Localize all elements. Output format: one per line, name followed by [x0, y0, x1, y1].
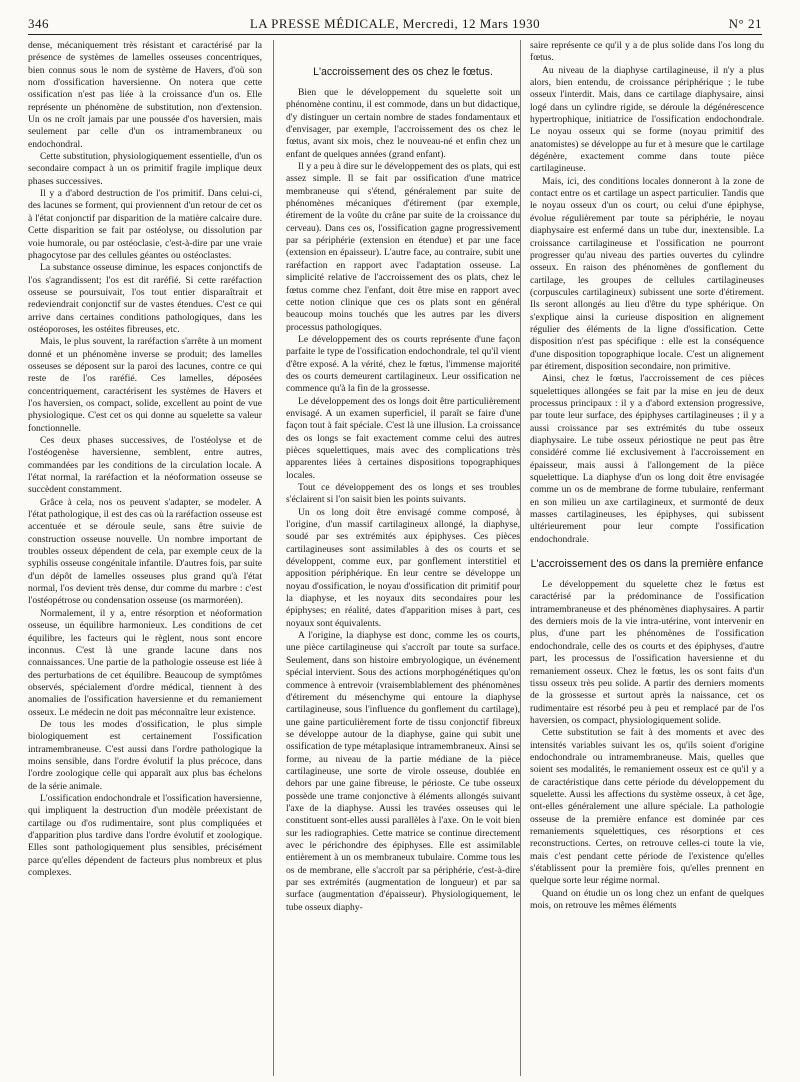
paragraph: De tous les modes d'ossification, le plus simple biologiquement est certainement l'ossification intramembraneuse. C'est aussi dans l'ordre pathologique la moins sensible, dans l'ordre évolutif la plus précoce, dans l'ordre zoologique celle qui apparaît aux plus bas échelons de la série animale. — [28, 718, 262, 792]
page-header — [28, 12, 762, 34]
header-rule — [28, 34, 762, 35]
paragraph: Mais, ici, des conditions locales donneront à la zone de contact entre os et cartilage un aspect particulier. Tandis que le noyau osseux d'un os court, ou celui d'une épiphyse, évolue régulièrement par toute sa périphérie, le noyau diaphysaire est enfermé dans un tube dur, inextensible. La croissance cartilagineuse et l'ossification ne pourront progresser qu'au niveau des parties ouvertes du cylindre osseux. En raison des phénomènes de gonflement du cartilage, les groupes de cellules cartilagineuses (corpuscules cartilagineux) subissent une sorte d'étirement. Ils seront allongés au lieu d'être du type sphérique. On s'explique ainsi la curieuse disposition en alignement régulier des éléments de la ligne d'ossification. Cette disposition n'est pas spécifique : elle est la conséquence d'une disposition topographique locale. C'est un alignement par étirement, disposition secondaire, non primitive. — [530, 175, 764, 372]
column-1 — [28, 40, 262, 1076]
column-3 — [530, 40, 764, 1076]
paragraph: Tout ce développement des os longs et ses troubles s'éclairent si l'on saisit bien les points suivants. — [286, 482, 520, 506]
paragraph: Cette substitution, physiologiquement essentielle, d'un os secondaire compact à un os primitif fragile implique deux phases successives. — [28, 151, 262, 187]
column-divider — [273, 40, 274, 1076]
page-number: 346 — [28, 16, 49, 31]
paragraph: Le développement du squelette chez le fœtus est caractérisé par la prédominance de l'ossification intramembraneuse et des phénomènes diaphysaires. A partir des derniers mois de la vie intra-utérine, vont intervenir en plus, d'une part les phénomènes de l'ossification endochondrale, celle des os courts et des épiphyses, d'autre part, les processus de l'ossification haversienne et du remaniement osseux. Chez le fœtus, les os sont faits d'un tissu osseux très peu solide. A partir des derniers moments de la grossesse et surtout après la naissance, cet os rudimentaire est résorbé peu à peu et remplacé par de l'os haversien, os compact, physiologiquement solide. — [530, 579, 764, 726]
paragraph: Un os long doit être envisagé comme composé, à l'origine, d'un massif cartilagineux allongé, la diaphyse, soudé par ses extrémités aux épiphyses. Ces pièces cartilagineuses sont assimilables à des os courts et se développent, comme eux, par gonflement interstitiel et apposition périphérique. En leur centre se développe un noyau d'ossification, le noyau d'ossification dit primitif pour la diaphyse, et les noyaux dits secondaires pour les épiphyses; en réalité, dates d'apparition mises à part, ces noyaux sont équivalents. — [286, 506, 520, 629]
paragraph: saire représente ce qu'il y a de plus solide dans l'os long du fœtus. — [530, 40, 764, 64]
paragraph: Mais, le plus souvent, la raréfaction s'arrête à un moment donné et un phénomène inverse se produit; des lamelles osseuses se déposent sur la paroi des lacunes, contre ce qui reste de l'os raréfié. Ces lamelles, déposées concentriquement, caractérisent les systèmes de Havers et l'os haversien, os compact, solide, excellent au point de vue physiologique. C'est cet os qui donne au squelette sa valeur fonctionnelle. — [28, 336, 262, 434]
issue-number: N° 21 — [728, 16, 762, 31]
paragraph: Ces deux phases successives, de l'ostéolyse et de l'ostéogenèse haversienne, semblent, entre autres, commandées par les conditions de la circulation locale. A l'état normal, la raréfaction et la néoformation osseuse se succèdent constamment. — [28, 435, 262, 496]
paragraph: Normalement, il y a, entre résorption et néoformation osseuse, un équilibre harmonieux. Les conditions de cet équilibre, les facteurs qui le règlent, nous sont encore inconnus. C'est là une grande lacune dans nos connaissances. Une partie de la pathologie osseuse est liée à des perturbations de cet équilibre. Beaucoup de symptômes observés, spécialement d'ordre médical, tiennent à des anomalies de l'ossification haversienne et du remaniement osseux. Le médecin ne doit pas méconnaître leur existence. — [28, 607, 262, 718]
paragraph: A l'origine, la diaphyse est donc, comme les os courts, une pièce cartilagineuse qui s'accroît par toute sa surface. Seulement, dans son histoire embryologique, un événement spécial intervient. Sous des actions morphogénétiques qu'on commence à entrevoir (vraisemblablement des phénomènes d'étirement du mésenchyme qui entoure la diaphyse cartilagineuse, sous l'influence du gonflement du cartilage), une gaine particulièrement forte de tissu conjonctif fibreux se développe autour de la diaphyse, gaine qui subit une ossification de type métaplasique intramembraneux. Ainsi se forme, au niveau de la partie médiane de la pièce cartilagineuse, une sorte de virole osseuse, doublée en dehors par une gaine fibreuse, le périoste. Ce tube osseux possède une trame conjonctive à éléments allongés suivant l'axe de la diaphyse. Aussi les travées osseuses qui le constituent sont-elles aussi parallèles à l'axe. On le voit bien sur les radiographies. Cette matrice se continue directement avec le périchondre des épiphyses. Elle est assimilable entièrement à un os membraneux tubulaire. Comme tous les os de membrane, elle s'accroît par sa périphérie, c'est-à-dire par ses extrémités (augmentation de longueur) et par sa surface (augmentation d'épaisseur). Physiologiquement, le tube osseux diaphy- — [286, 630, 520, 913]
paragraph: Le développement des os courts représente d'une façon parfaite le type de l'ossification endochondrale, tel qu'il vient d'être exposé. A la vérité, chez le fœtus, l'immense majorité des os courts demeurent cartilagineux. Leur ossification ne commence qu'à la fin de la grossesse. — [286, 333, 520, 395]
section-heading-early-childhood: L'accroissement des os dans la première enfance — [530, 558, 764, 571]
paragraph: Le développement des os longs doit être particulièrement envisagé. A un examen superficiel, il paraît se faire d'une façon tout à fait spéciale. C'est là une illusion. La croissance des os longs se fait exactement comme celui des autres pièces squelettiques, mais avec des complications très apparentes liées à certaines dispositions topographiques locales. — [286, 395, 520, 481]
paragraph: Il y a d'abord destruction de l'os primitif. Dans celui-ci, des lacunes se forment, qui proviennent d'un retour de cet os à l'état conjonctif par disparition de la matière calcaire dure. Cette disparition se fait par ostéolyse, ou dissolution par voie humorale, ou par ostéoclasie, c'est-à-dire par une vraie phagocytose par des cellules géantes ou ostéoclastes. — [28, 188, 262, 261]
paragraph: Grâce à cela, nos os peuvent s'adapter, se modeler. A l'état pathologique, il est des cas où la raréfaction osseuse est accentuée et se déroule seule, sans être suivie de construction osseuse nouvelle. Un nombre important de troubles osseux dépendent de cela, par exemple ceux de la syphilis osseuse congénitale infantile. D'autres fois, par suite d'un dépôt de lamelles osseuses plus grand qu'à l'état normal, l'os devient très dense, dur comme du marbre : c'est l'ostéopétrose ou condensation osseuse (os marmoréen). — [28, 496, 262, 607]
section-heading-fetus: L'accroissement des os chez le fœtus. — [313, 66, 493, 78]
paragraph: Ainsi, chez le fœtus, l'accroissement de ces pièces squelettiques allongées se fait par la mise en jeu de deux processus principaux : il y a d'abord extension progressive, par toute leur surface, des épiphyses cartilagineuses ; il y a aussi croissance par ses extrémités du tube osseux diaphysaire. Le tube osseux périostique ne peut pas être considéré comme lié exclusivement à l'accroissement en épaisseur, mais aussi à l'allongement de la pièce squelettique. La diaphyse d'un os long doit être envisagée comme un os de membrane de forme tubulaire, renfermant en son milieu un axe cartilagineux, et surmonté de deux masses cartilagineuses, les épiphyses, qui subissent ultérieurement pour leur compte l'ossification endochondrale. — [530, 373, 764, 545]
paragraph: La substance osseuse diminue, les espaces conjonctifs de l'os s'agrandissent; l'os est dit raréfié. Si cette raréfaction osseuse se poursuivait, l'os tout entier disparaîtrait et redeviendrait conjonctif sur de vastes étendues. C'est ce qui arrive dans certaines conditions pathologiques, dans les ostéoporoses, les ostéites fibreuses, etc. — [28, 262, 262, 335]
paragraph: Au niveau de la diaphyse cartilagineuse, il n'y a plus alors, bien entendu, de croissance périphérique ; le tube osseux l'interdit. Mais, dans ce cartilage diaphysaire, ainsi logé dans un cylindre rigide, se déroule la dégénérescence hypertrophique, initiatrice de l'ossification endochondrale. Le noyau osseux qui se forme (noyau primitif des anatomistes) se développe au fur et à mesure que le cartilage dégénère, exactement comme dans toute pièce cartilagineuse. — [530, 64, 764, 175]
column-2 — [286, 40, 520, 1076]
paragraph: Quand on étudie un os long chez un enfant de quelques mois, on retrouve les mêmes éléments — [530, 887, 764, 912]
column-divider — [520, 40, 521, 1076]
paragraph: L'ossification endochondrale et l'ossification haversienne, qui impliquent la destruction d'un modèle préexistant de cartilage ou d'os rudimentaire, sont plus compliquées et d'apparition plus tardive dans l'ordre évolutif et zoologique. Elles sont pathologiquement plus sensibles, précisément parce qu'elles dépendent de facteurs plus nombreux et plus complexes. — [28, 792, 262, 879]
paragraph: Bien que le développement du squelette soit un phénomène continu, il est commode, dans un but didactique, d'y distinguer un certain nombre de stades fondamentaux et d'envisager, par exemple, l'accroissement des os chez le fœtus, avant six mois, chez le nouveau-né et enfin chez un enfant de quelques années (grand enfant). — [286, 87, 520, 160]
paragraph: Cette substitution se fait à des moments et avec des intensités variables suivant les os, qu'ils soient d'origine endochondrale ou intramembraneuse. Mais, quelles que soient ses modalités, le remaniement osseux est ce qu'il y a de caractéristique dans cette période du développement du squelette. Aussi les affections du système osseux, à cet âge, ont-elles généralement une allure spéciale. La pathologie osseuse de la première enfance est dominée par ces remaniements squelettiques, ces résorptions et ces reconstructions. Certes, on retrouve celles-ci toute la vie, mais c'est pendant cette période de l'existence qu'elles s'établissent pour la première fois, qu'elles prennent en quelque sorte leur régime normal. — [530, 727, 764, 887]
paragraph: Il y a peu à dire sur le développement des os plats, qui est assez simple. Il se fait par ossification d'une matrice membraneuse qui s'étend, généralement par suite de phénomènes mécaniques d'étirement (par exemple, étirement de la voûte du crâne par suite de la croissance du cerveau). Dans ces os, l'ossification gagne progressivement par sa périphérie (extension en étendue) et par une face (extension en épaisseur). L'autre face, au contraire, subit une raréfaction en rapport avec l'adaptation osseuse. La simplicité relative de l'accroissement des os plats, chez le fœtus comme chez l'enfant, doit être mise en rapport avec cette notion clinique que ces os plats sont en général beaucoup moins touchés que les autres par les divers processus pathologiques. — [286, 161, 520, 333]
journal-title: LA PRESSE MÉDICALE, Mercredi, 12 Mars 1930 — [249, 16, 541, 31]
paragraph: dense, mécaniquement très résistant et caractérisé par la présence de systèmes de lamelles osseuses concentriques, bien connus sous le nom de système de Havers, d'où son nom d'ossification haversienne. On notera que cette ossification n'est pas liée à la croissance d'un os. Elle représente un phénomène de substitution, non d'extension. Un os ne croît jamais par une poussée d'os haversien, mais seulement par celle d'un os intramembraneux ou endochondral. — [28, 40, 262, 150]
